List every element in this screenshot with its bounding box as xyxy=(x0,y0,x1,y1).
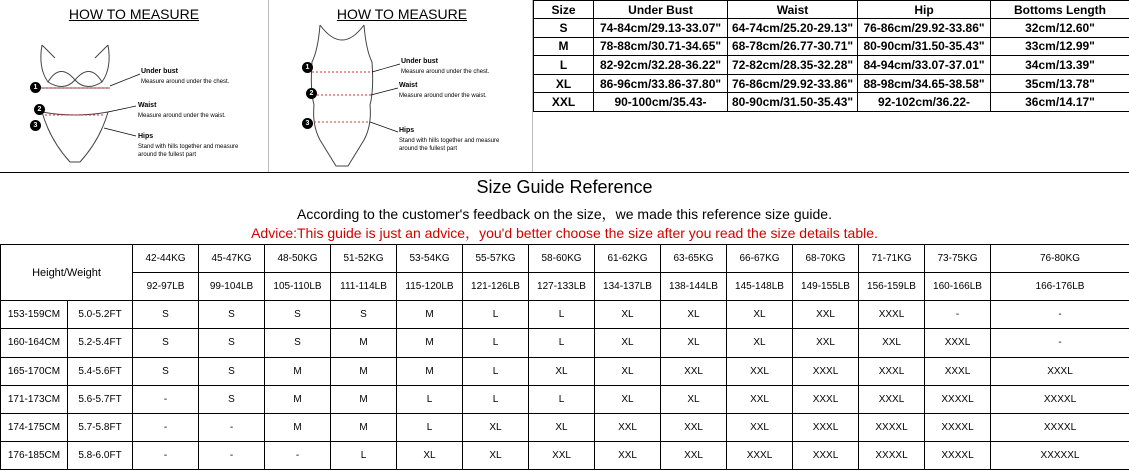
height-row xyxy=(1,329,1129,357)
measure-cell: 88-98cm/34.65-38.58" xyxy=(858,74,991,93)
recommended-size-cell: L xyxy=(331,441,397,469)
marker-2: 2 xyxy=(34,104,45,115)
weight-lb-cell: 105-110LB xyxy=(265,273,331,301)
measure-cell: 35cm/13.78" xyxy=(991,74,1129,93)
recommended-size-cell: XXL xyxy=(727,357,793,385)
measure-cell: 92-102cm/36.22- xyxy=(858,93,991,112)
recommended-size-cell: M xyxy=(397,329,463,357)
measure-panel-onepiece xyxy=(272,0,533,172)
recommended-size-cell: - xyxy=(133,413,199,441)
weight-kg-cell: 71-71KG xyxy=(859,245,925,273)
note-label-under-bust: Under bust xyxy=(141,68,178,75)
size-cell: L xyxy=(534,56,594,75)
bottoms-length-header: Bottoms Length xyxy=(991,1,1129,19)
weight-lb-cell: 127-133LB xyxy=(529,273,595,301)
weight-kg-cell: 66-67KG xyxy=(727,245,793,273)
height-ft-cell: 5.2-5.4FT xyxy=(68,329,133,357)
weight-lb-cell: 111-114LB xyxy=(331,273,397,301)
recommended-size-cell: - xyxy=(199,413,265,441)
recommended-size-cell: XXXL xyxy=(925,329,991,357)
recommended-size-cell: L xyxy=(463,385,529,413)
weight-kg-cell: 45-47KG xyxy=(199,245,265,273)
recommended-size-cell: XXXXL xyxy=(991,385,1129,413)
recommended-size-cell: - xyxy=(991,329,1129,357)
weight-lb-cell: 99-104LB xyxy=(199,273,265,301)
hip-header: Hip xyxy=(858,1,991,19)
height-row xyxy=(1,413,1129,441)
size-cell: XL xyxy=(534,74,594,93)
under-bust-header: Under Bust xyxy=(594,1,728,19)
recommended-size-cell: S xyxy=(265,301,331,329)
recommended-size-cell: XL xyxy=(397,441,463,469)
recommended-size-cell: XL xyxy=(595,385,661,413)
recommended-size-cell: M xyxy=(265,385,331,413)
height-cm-cell: 171-173CM xyxy=(1,385,68,413)
weight-kg-cell: 42-44KG xyxy=(133,245,199,273)
recommended-size-cell: XXXL xyxy=(793,385,859,413)
recommended-size-cell: M xyxy=(397,301,463,329)
size-guide-header xyxy=(0,172,1129,244)
size-table-row xyxy=(534,37,1129,56)
measure-cell: 82-92cm/32.28-36.22" xyxy=(594,56,728,75)
measure-title: HOW TO MEASURE xyxy=(336,6,468,22)
height-cm-cell: 174-175CM xyxy=(1,413,68,441)
marker-3: 3 xyxy=(30,120,41,131)
recommended-size-cell: - xyxy=(925,301,991,329)
recommended-size-cell: M xyxy=(265,413,331,441)
weight-kg-cell: 51-52KG xyxy=(331,245,397,273)
weight-lb-cell: 134-137LB xyxy=(595,273,661,301)
weight-kg-cell: 61-62KG xyxy=(595,245,661,273)
height-cm-cell: 176-185CM xyxy=(1,441,68,469)
recommended-size-cell: L xyxy=(463,301,529,329)
weight-kg-cell: 68-70KG xyxy=(793,245,859,273)
height-row xyxy=(1,385,1129,413)
weight-kg-cell: 53-54KG xyxy=(397,245,463,273)
height-row xyxy=(1,357,1129,385)
recommended-size-cell: XL xyxy=(529,413,595,441)
measure-cell: 80-90cm/31.50-35.43" xyxy=(858,37,991,56)
recommended-size-cell: L xyxy=(529,329,595,357)
note-label-waist: Waist xyxy=(399,82,418,89)
measure-cell: 33cm/12.99" xyxy=(991,37,1129,56)
note-desc-under-bust: Measure around under the chest. xyxy=(401,69,490,75)
recommended-size-cell: XXXL xyxy=(859,357,925,385)
measure-cell: 76-86cm/29.92-33.86" xyxy=(858,19,991,38)
measure-cell: 68-78cm/26.77-30.71" xyxy=(728,37,858,56)
weight-kg-cell: 58-60KG xyxy=(529,245,595,273)
recommended-size-cell: XL xyxy=(661,329,727,357)
recommended-size-cell: S xyxy=(133,301,199,329)
weight-lb-cell: 156-159LB xyxy=(859,273,925,301)
recommended-size-cell: S xyxy=(133,329,199,357)
recommended-size-cell: XXL xyxy=(595,441,661,469)
recommended-size-cell: XXXXL xyxy=(925,385,991,413)
recommended-size-cell: XL xyxy=(727,329,793,357)
recommended-size-cell: XXL xyxy=(727,385,793,413)
size-table-row xyxy=(534,74,1129,93)
recommended-size-cell: - xyxy=(133,441,199,469)
recommended-size-cell: XL xyxy=(595,357,661,385)
recommended-size-cell: XL xyxy=(661,301,727,329)
recommended-size-cell: XXXL xyxy=(991,357,1129,385)
recommended-size-cell: XXXL xyxy=(793,413,859,441)
weight-lb-cell: 160-166LB xyxy=(925,273,991,301)
weight-kg-cell: 48-50KG xyxy=(265,245,331,273)
height-ft-cell: 5.4-5.6FT xyxy=(68,357,133,385)
note-desc-hips: Stand with hills together and measure around the fullest part xyxy=(138,144,239,158)
recommended-size-cell: S xyxy=(199,357,265,385)
height-ft-cell: 5.7-5.8FT xyxy=(68,413,133,441)
weight-kg-cell: 73-75KG xyxy=(925,245,991,273)
waist-header: Waist xyxy=(728,1,858,19)
height-row xyxy=(1,441,1129,469)
recommended-size-cell: XL xyxy=(463,413,529,441)
recommended-size-cell: L xyxy=(463,357,529,385)
height-row xyxy=(1,301,1129,329)
measure-panel-bikini xyxy=(0,0,269,172)
recommended-size-cell: S xyxy=(133,357,199,385)
recommended-size-cell: XXXL xyxy=(793,357,859,385)
note-label-hips: Hips xyxy=(399,127,415,134)
recommended-size-cell: XL xyxy=(595,329,661,357)
measure-cell: 34cm/13.39" xyxy=(991,56,1129,75)
recommended-size-cell: XL xyxy=(529,357,595,385)
recommended-size-cell: XXXXL xyxy=(859,413,925,441)
guide-title: Size Guide Reference xyxy=(476,177,653,197)
recommended-size-cell: XXXXXL xyxy=(991,441,1129,469)
measure-cell: 36cm/14.17" xyxy=(991,93,1129,112)
note-label-hips: Hips xyxy=(138,133,154,140)
size-table-header-row xyxy=(534,1,1129,19)
recommended-size-cell: - xyxy=(133,385,199,413)
recommended-size-cell: S xyxy=(199,385,265,413)
weight-lb-cell: 138-144LB xyxy=(661,273,727,301)
size-table-row xyxy=(534,56,1129,75)
recommended-size-cell: XL xyxy=(727,301,793,329)
measure-title: HOW TO MEASURE xyxy=(68,6,200,22)
weight-lb-cell: 166-176LB xyxy=(991,273,1129,301)
size-table-row xyxy=(534,93,1129,112)
recommended-size-cell: XXL xyxy=(859,329,925,357)
recommended-size-cell: L xyxy=(529,385,595,413)
height-cm-cell: 160-164CM xyxy=(1,329,68,357)
recommended-size-cell: - xyxy=(991,301,1129,329)
height-weight-corner: Height/Weight xyxy=(1,245,133,301)
marker-1: 1 xyxy=(302,62,313,73)
measure-cell: 74-84cm/29.13-33.07" xyxy=(594,19,728,38)
recommended-size-cell: XXXXL xyxy=(991,413,1129,441)
marker-2: 2 xyxy=(306,88,317,99)
recommended-size-cell: M xyxy=(331,357,397,385)
measure-cell: 84-94cm/33.07-37.01" xyxy=(858,56,991,75)
weight-lb-cell: 115-120LB xyxy=(397,273,463,301)
marker-3: 3 xyxy=(302,118,313,129)
marker-1: 1 xyxy=(30,82,41,93)
weight-lb-cell: 145-148LB xyxy=(727,273,793,301)
recommended-size-cell: XXXL xyxy=(925,357,991,385)
recommended-size-cell: XL xyxy=(463,441,529,469)
measure-cell: 80-90cm/31.50-35.43" xyxy=(728,93,858,112)
recommended-size-cell: XXL xyxy=(661,413,727,441)
recommended-size-cell: XXL xyxy=(793,329,859,357)
height-cm-cell: 165-170CM xyxy=(1,357,68,385)
recommended-size-cell: M xyxy=(397,357,463,385)
measure-cell: 64-74cm/25.20-29.13" xyxy=(728,19,858,38)
guide-subtitle: According to the customer's feedback on the size，we made this reference size guide. xyxy=(297,206,832,222)
measure-cell: 78-88cm/30.71-34.65" xyxy=(594,37,728,56)
height-weight-reference-table xyxy=(0,244,1129,470)
note-label-waist: Waist xyxy=(138,102,157,109)
weight-kg-cell: 76-80KG xyxy=(991,245,1129,273)
recommended-size-cell: L xyxy=(529,301,595,329)
size-cell: XXL xyxy=(534,93,594,112)
recommended-size-cell: XL xyxy=(595,301,661,329)
recommended-size-cell: XXXL xyxy=(859,385,925,413)
recommended-size-cell: S xyxy=(265,329,331,357)
recommended-size-cell: XL xyxy=(661,385,727,413)
recommended-size-cell: XXL xyxy=(727,413,793,441)
recommended-size-cell: M xyxy=(331,385,397,413)
size-cell: M xyxy=(534,37,594,56)
recommended-size-cell: XXXXL xyxy=(859,441,925,469)
recommended-size-cell: XXXL xyxy=(793,441,859,469)
weight-lb-row xyxy=(1,273,1129,301)
note-desc-hips: Stand with hills together and measure around the fullest part xyxy=(399,138,500,152)
recommended-size-cell: XXL xyxy=(595,413,661,441)
weight-lb-cell: 92-97LB xyxy=(133,273,199,301)
recommended-size-cell: XXL xyxy=(661,357,727,385)
size-details-table xyxy=(533,0,1129,112)
recommended-size-cell: - xyxy=(265,441,331,469)
recommended-size-cell: - xyxy=(199,441,265,469)
size-table-row xyxy=(534,19,1129,38)
recommended-size-cell: L xyxy=(397,385,463,413)
recommended-size-cell: M xyxy=(265,357,331,385)
height-ft-cell: 5.8-6.0FT xyxy=(68,441,133,469)
measure-cell: 72-82cm/28.35-32.28" xyxy=(728,56,858,75)
recommended-size-cell: L xyxy=(397,413,463,441)
recommended-size-cell: XXXXL xyxy=(925,441,991,469)
measure-cell: 76-86cm/29.92-33.86" xyxy=(728,74,858,93)
recommended-size-cell: S xyxy=(199,301,265,329)
measure-cell: 90-100cm/35.43- xyxy=(594,93,728,112)
weight-kg-cell: 55-57KG xyxy=(463,245,529,273)
recommended-size-cell: XXL xyxy=(529,441,595,469)
height-ft-cell: 5.6-5.7FT xyxy=(68,385,133,413)
height-cm-cell: 153-159CM xyxy=(1,301,68,329)
recommended-size-cell: XXXL xyxy=(727,441,793,469)
recommended-size-cell: XXXL xyxy=(859,301,925,329)
height-ft-cell: 5.0-5.2FT xyxy=(68,301,133,329)
recommended-size-cell: S xyxy=(199,329,265,357)
recommended-size-cell: M xyxy=(331,413,397,441)
note-label-under-bust: Under bust xyxy=(401,58,438,65)
measure-cell: 86-96cm/33.86-37.80" xyxy=(594,74,728,93)
note-desc-waist: Measure around under the waist. xyxy=(399,93,487,99)
note-desc-waist: Measure around under the waist. xyxy=(138,113,226,119)
weight-lb-cell: 121-126LB xyxy=(463,273,529,301)
measure-cell: 32cm/12.60" xyxy=(991,19,1129,38)
recommended-size-cell: XXXXL xyxy=(925,413,991,441)
recommended-size-cell: L xyxy=(463,329,529,357)
recommended-size-cell: XXL xyxy=(793,301,859,329)
note-desc-under-bust: Measure around under the chest. xyxy=(141,79,230,85)
weight-lb-cell: 149-155LB xyxy=(793,273,859,301)
weight-kg-row xyxy=(1,245,1129,273)
size-cell: S xyxy=(534,19,594,38)
recommended-size-cell: M xyxy=(331,329,397,357)
recommended-size-cell: XXL xyxy=(661,441,727,469)
weight-kg-cell: 63-65KG xyxy=(661,245,727,273)
size-header: Size xyxy=(534,1,594,19)
recommended-size-cell: S xyxy=(331,301,397,329)
guide-advice: Advice:This guide is just an advice，you'd better choose the size after you read the size details table. xyxy=(251,225,878,241)
